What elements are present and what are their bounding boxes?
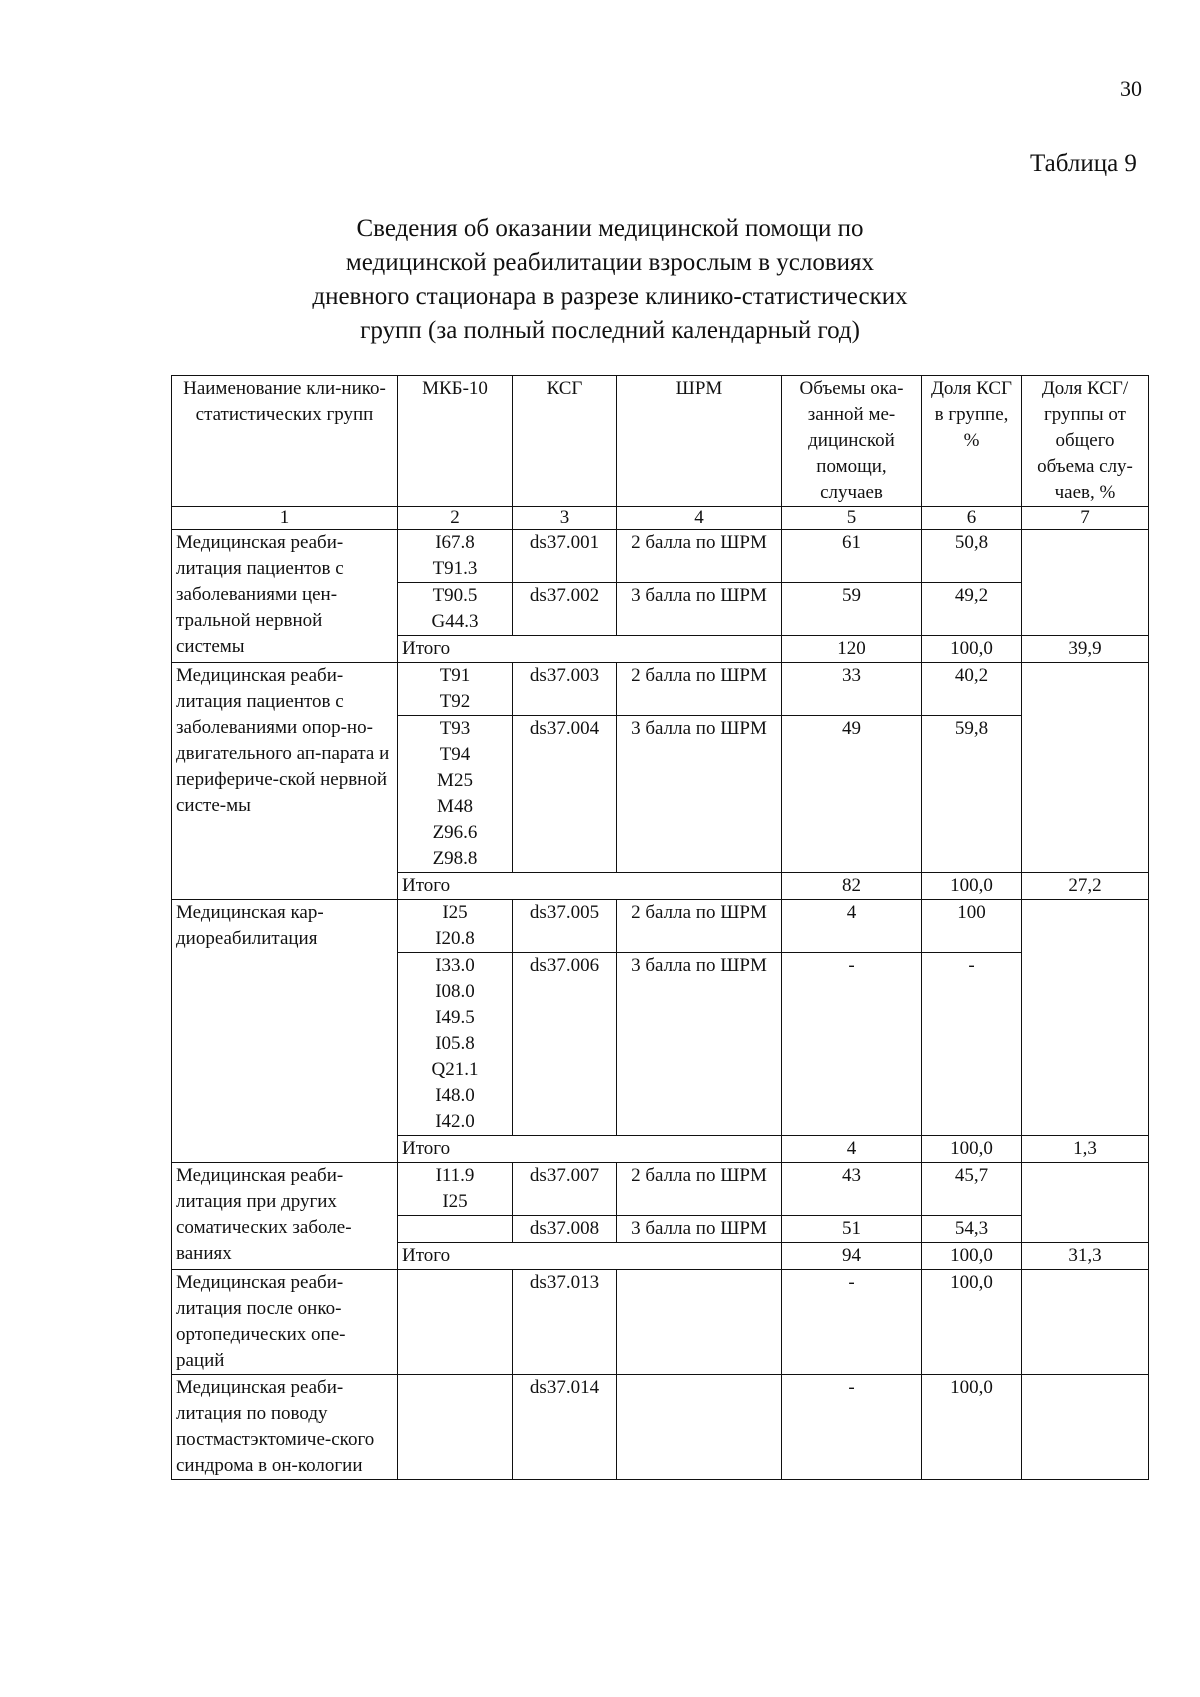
total-volume: 120 <box>782 636 922 663</box>
volume-value: - <box>782 1270 922 1375</box>
total-share-total: 1,3 <box>1022 1136 1149 1163</box>
total-volume: 82 <box>782 873 922 900</box>
total-share-total: 27,2 <box>1022 873 1149 900</box>
mkb-code: T94 <box>439 744 471 765</box>
mkb-code: M48 <box>437 796 473 817</box>
total-share-total: 31,3 <box>1022 1243 1149 1270</box>
shrm-value: 3 балла по ШРМ <box>617 953 782 1136</box>
header-ksg: КСГ <box>513 376 617 507</box>
column-number-row <box>172 507 1149 530</box>
mkb-code: Z96.6 <box>432 822 478 843</box>
share-group-value: 40,2 <box>922 663 1022 716</box>
shrm-value: 2 балла по ШРМ <box>617 900 782 953</box>
share-total-empty <box>1022 1163 1149 1243</box>
column-number: 6 <box>922 507 1022 530</box>
header-share-total: Доля КСГ/группы от общего объема слу-чаев, % <box>1022 376 1149 507</box>
table-row <box>172 1270 1149 1375</box>
share-group-value: - <box>922 953 1022 1136</box>
mkb-code: I67.8 <box>435 532 475 553</box>
page-number: 30 <box>1120 76 1142 101</box>
share-total-empty <box>1022 1270 1149 1375</box>
mkb-code: T93 <box>439 718 471 739</box>
volume-value: - <box>782 1375 922 1480</box>
ksg-code: ds37.002 <box>513 583 617 636</box>
mkb-code: I25 <box>442 1191 468 1212</box>
table-row <box>172 1163 1149 1216</box>
group-name: Медицинская реаби-литация пациентов с заболеваниями цен-тральной нервной системы <box>172 530 398 663</box>
total-label: Итого <box>398 636 782 663</box>
shrm-value: 2 балла по ШРМ <box>617 1163 782 1216</box>
total-share-group: 100,0 <box>922 1136 1022 1163</box>
ksg-code: ds37.013 <box>513 1270 617 1375</box>
header-mkb: МКБ-10 <box>398 376 513 507</box>
ksg-code: ds37.003 <box>513 663 617 716</box>
header-name: Наименование кли-нико-статистических групп <box>172 376 398 507</box>
shrm-value: 2 балла по ШРМ <box>617 663 782 716</box>
share-group-value: 100,0 <box>922 1270 1022 1375</box>
share-group-value: 50,8 <box>922 530 1022 583</box>
mkb-code: M25 <box>437 770 473 791</box>
table-row <box>172 900 1149 953</box>
table-row <box>172 1375 1149 1480</box>
ksg-code: ds37.006 <box>513 953 617 1136</box>
header-share-group: Доля КСГ в группе, % <box>922 376 1022 507</box>
share-total-empty <box>1022 663 1149 873</box>
volume-value: 49 <box>782 716 922 873</box>
rehabilitation-table <box>171 375 1149 1480</box>
volume-value: 4 <box>782 900 922 953</box>
share-group-value: 100 <box>922 900 1022 953</box>
mkb-codes <box>398 530 513 583</box>
share-group-value: 100,0 <box>922 1375 1022 1480</box>
volume-value: 51 <box>782 1216 922 1243</box>
header-volume: Объемы ока-занной ме-дицинской помощи, случаев <box>782 376 922 507</box>
mkb-codes <box>398 953 513 1136</box>
group-name: Медицинская реаби-литация пациентов с заболеваниями опор-но-двигательного ап-парата и перифериче-ской нервной систе-мы <box>172 663 398 900</box>
ksg-code: ds37.001 <box>513 530 617 583</box>
table-row <box>172 663 1149 716</box>
share-total-empty <box>1022 530 1149 636</box>
share-total-empty <box>1022 900 1149 1136</box>
mkb-code: I25 <box>442 902 468 923</box>
mkb-codes <box>398 1270 513 1375</box>
title-line: Сведения об оказании медицинской помощи по <box>356 215 864 242</box>
mkb-code: I20.8 <box>435 928 475 949</box>
share-group-value: 59,8 <box>922 716 1022 873</box>
group-name: Медицинская реаби-литация при других соматических заболе-ваниях <box>172 1163 398 1270</box>
mkb-codes <box>398 583 513 636</box>
column-number: 2 <box>398 507 513 530</box>
total-label: Итого <box>398 1243 782 1270</box>
group-name: Медицинская реаби-литация после онко-ортопедических опе-раций <box>172 1270 398 1375</box>
mkb-code: I05.8 <box>435 1033 475 1054</box>
shrm-value: 3 балла по ШРМ <box>617 583 782 636</box>
shrm-value <box>617 1270 782 1375</box>
column-number: 5 <box>782 507 922 530</box>
share-group-value: 45,7 <box>922 1163 1022 1216</box>
volume-value: 59 <box>782 583 922 636</box>
mkb-code: T91 <box>439 665 471 686</box>
column-number: 3 <box>513 507 617 530</box>
ksg-code: ds37.008 <box>513 1216 617 1243</box>
title-line: медицинской реабилитации взрослым в условиях <box>345 249 875 276</box>
total-label: Итого <box>398 873 782 900</box>
mkb-code: Z98.8 <box>432 848 478 869</box>
column-number: 1 <box>172 507 398 530</box>
shrm-value: 3 балла по ШРМ <box>617 1216 782 1243</box>
total-share-group: 100,0 <box>922 873 1022 900</box>
ksg-code: ds37.005 <box>513 900 617 953</box>
share-group-value: 54,3 <box>922 1216 1022 1243</box>
mkb-code: G44.3 <box>431 611 479 632</box>
mkb-code: T92 <box>439 691 471 712</box>
table-body <box>172 530 1149 1480</box>
ksg-code: ds37.007 <box>513 1163 617 1216</box>
mkb-code: I49.5 <box>435 1007 475 1028</box>
column-number: 7 <box>1022 507 1149 530</box>
share-total-empty <box>1022 1375 1149 1480</box>
shrm-value: 3 балла по ШРМ <box>617 716 782 873</box>
column-number: 4 <box>617 507 782 530</box>
document-title <box>250 212 970 348</box>
total-label: Итого <box>398 1136 782 1163</box>
header-shrm: ШРМ <box>617 376 782 507</box>
total-volume: 94 <box>782 1243 922 1270</box>
mkb-codes <box>398 1375 513 1480</box>
table-row <box>172 530 1149 583</box>
mkb-codes <box>398 716 513 873</box>
volume-value: 33 <box>782 663 922 716</box>
mkb-code: I48.0 <box>435 1085 475 1106</box>
mkb-codes <box>398 663 513 716</box>
shrm-value <box>617 1375 782 1480</box>
ksg-code: ds37.014 <box>513 1375 617 1480</box>
mkb-code: T90.5 <box>432 585 478 606</box>
total-share-group: 100,0 <box>922 636 1022 663</box>
group-name: Медицинская кар-диореабилитация <box>172 900 398 1163</box>
volume-value: - <box>782 953 922 1136</box>
mkb-code: Q21.1 <box>431 1059 479 1080</box>
ksg-code: ds37.004 <box>513 716 617 873</box>
table-label: Таблица 9 <box>1030 150 1137 177</box>
group-name: Медицинская реаби-литация по поводу постмастэктомиче-ского синдрома в он-кологии <box>172 1375 398 1480</box>
mkb-codes <box>398 900 513 953</box>
share-group-value: 49,2 <box>922 583 1022 636</box>
total-volume: 4 <box>782 1136 922 1163</box>
volume-value: 43 <box>782 1163 922 1216</box>
mkb-code: I42.0 <box>435 1111 475 1132</box>
mkb-code: I08.0 <box>435 981 475 1002</box>
total-share-total: 39,9 <box>1022 636 1149 663</box>
mkb-codes <box>398 1163 513 1216</box>
title-line: групп (за полный последний календарный год) <box>360 317 860 344</box>
mkb-code: T91.3 <box>432 558 478 579</box>
total-share-group: 100,0 <box>922 1243 1022 1270</box>
title-line: дневного стационара в разрезе клинико-статистических <box>312 283 908 310</box>
mkb-code: I33.0 <box>435 955 475 976</box>
shrm-value: 2 балла по ШРМ <box>617 530 782 583</box>
volume-value: 61 <box>782 530 922 583</box>
mkb-codes <box>398 1216 513 1243</box>
mkb-code: I11.9 <box>435 1165 475 1186</box>
header-row <box>172 376 1149 507</box>
